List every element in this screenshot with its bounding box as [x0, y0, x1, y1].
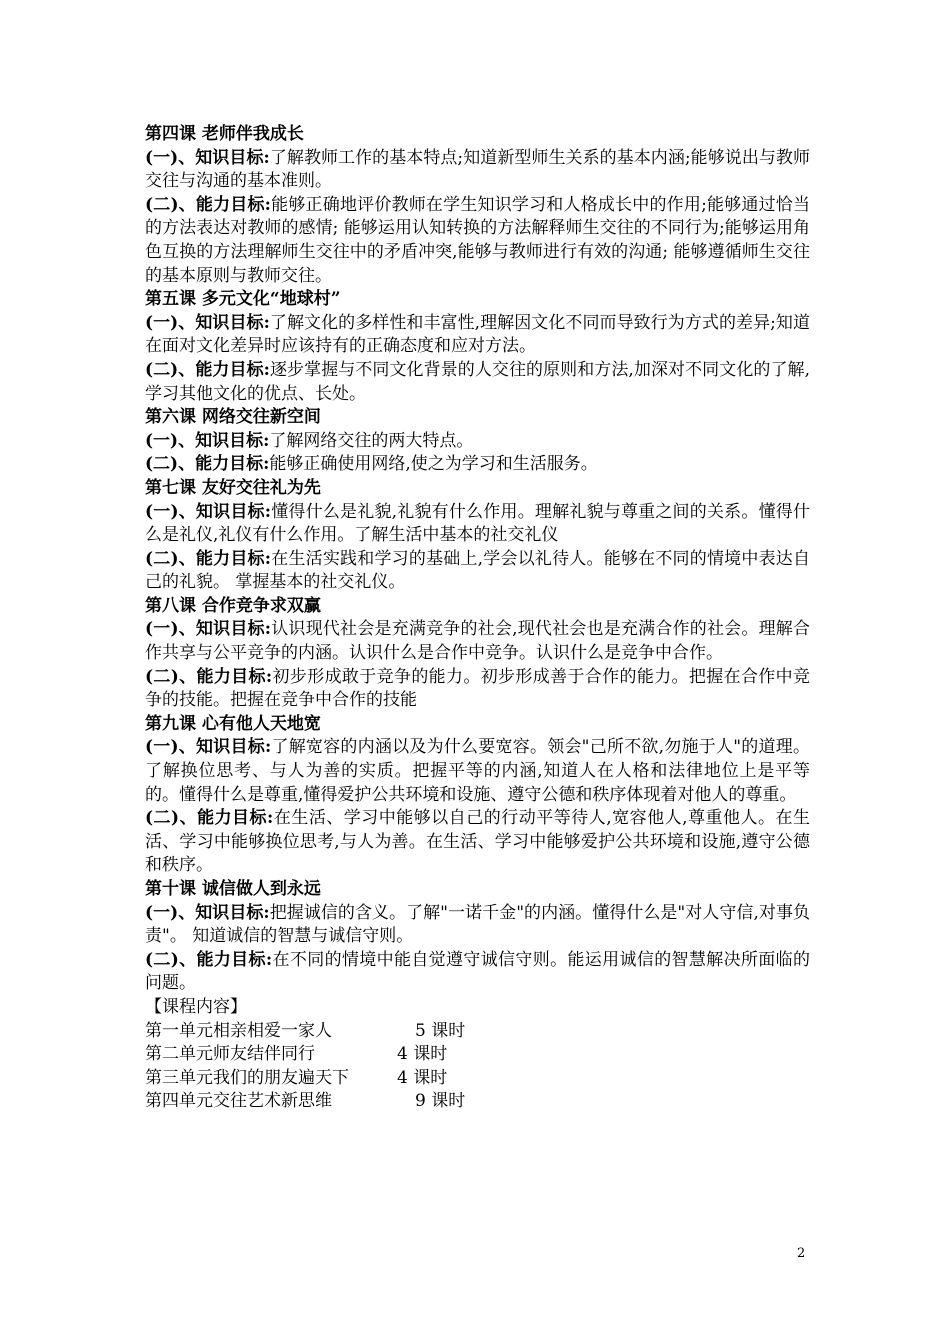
ability-text: 在生活实践和学习的基础上,学会以礼待人。能够在不同的情境中表达自己的礼貌。 掌握基本的社交礼仪。	[145, 548, 810, 593]
unit-name: 第一单元相亲相爱一家人	[145, 1020, 332, 1041]
knowledge-objective	[145, 618, 810, 665]
unit-hours: 5 课时	[415, 1020, 466, 1041]
ability-text: 逐步掌握与不同文化背景的人交往的原则和方法,加深对不同文化的了解,学习其他文化的优点、长处。	[145, 359, 810, 404]
unit-name: 第四单元交往艺术新思维	[145, 1091, 332, 1112]
knowledge-label: (一)、知识目标:	[145, 501, 272, 522]
lesson-title: 第七课 友好交往礼为先	[145, 477, 321, 498]
knowledge-text: 了解宽容的内涵以及为什么要宽容。领会"己所不欲,勿施于人"的道理。了解换位思考、与人为善的实质。把握平等的内涵,知道人在人格和法律地位上是平等的。懂得什么是尊重,懂得爱护公共环境和设施、遵守公德和秩序体现着对他人的尊重。	[145, 737, 810, 805]
lesson-title: 第四课 老师伴我成长	[145, 124, 304, 144]
unit-hours: 4 课时	[397, 1067, 448, 1088]
knowledge-objective	[145, 147, 810, 194]
ability-text: 能够正确使用网络,使之为学习和生活服务。	[269, 454, 598, 475]
ability-label: (二)、能力目标:	[145, 548, 272, 569]
unit-row	[145, 1020, 810, 1044]
ability-text: 能够正确地评价教师在学生知识学习和人格成长中的作用;能够通过恰当的方法表达对教师的感情; 能够运用认知转换的方法解释师生交往的不同行为;能够运用角色互换的方法理解师生交往中的矛盾冲突,能够与教师进行有效的沟通; 能够遵循师生交往的基本原则与教师交往。	[145, 194, 810, 286]
ability-objective	[145, 949, 810, 996]
ability-label: (二)、能力目标:	[145, 194, 271, 215]
knowledge-objective	[145, 736, 810, 807]
lesson-title: 第八课 合作竞争求双赢	[145, 595, 321, 616]
knowledge-label: (一)、知识目标:	[145, 619, 272, 640]
course-content-heading: 【课程内容】	[145, 996, 247, 1017]
ability-label: (二)、能力目标:	[145, 359, 270, 380]
unit-hours: 4 课时	[397, 1044, 448, 1065]
knowledge-text: 认识现代社会是充满竞争的社会,现代社会也是充满合作的社会。理解合作共享与公平竞争的内涵。认识什么是合作中竞争。认识什么是竞争中合作。	[145, 619, 810, 664]
ability-text: 在生活、学习中能够以自己的行动平等待人,宽容他人,尊重他人。在生活、学习中能够换位思考,与人为善。在生活、学习中能够爱护公共环境和设施,遵守公德和秩序。	[145, 808, 810, 876]
ability-label: (二)、能力目标:	[145, 666, 273, 687]
unit-name: 第三单元我们的朋友遍天下	[145, 1067, 349, 1088]
knowledge-objective	[145, 902, 810, 949]
ability-label: (二)、能力目标:	[145, 808, 274, 829]
unit-name: 第二单元师友结伴同行	[145, 1044, 315, 1065]
lesson-title: 第五课 多元文化“地球村”	[145, 289, 341, 310]
knowledge-text: 了解文化的多样性和丰富性,理解因文化不同而导致行为方式的差异;知道在面对文化差异时应该持有的正确态度和应对方法。	[145, 312, 810, 357]
lesson-title: 第六课 网络交往新空间	[145, 407, 321, 428]
knowledge-text: 把握诚信的含义。了解"一诺千金"的内涵。懂得什么是"对人守信,对事负责"。 知道诚信的智慧与诚信守则。	[145, 902, 810, 947]
knowledge-text: 了解教师工作的基本特点;知道新型师生关系的基本内涵;能够说出与教师交往与沟通的基本准则。	[145, 147, 810, 192]
knowledge-objective	[145, 430, 810, 454]
ability-objective	[145, 548, 810, 595]
ability-text: 初步形成敢于竞争的能力。初步形成善于合作的能力。把握在合作中竞争的技能。把握在竞争中合作的技能	[145, 666, 811, 711]
lesson-title: 第九课 心有他人天地宽	[145, 713, 321, 734]
unit-hours: 9 课时	[415, 1091, 466, 1112]
document-body	[145, 123, 810, 1114]
knowledge-text: 懂得什么是礼貌,礼貌有什么作用。理解礼貌与尊重之间的关系。懂得什么是礼仪,礼仪有什么作用。了解生活中基本的社交礼仪	[145, 501, 810, 546]
ability-objective	[145, 453, 810, 477]
knowledge-text: 了解网络交往的两大特点。	[269, 430, 474, 451]
knowledge-label: (一)、知识目标:	[145, 430, 270, 451]
knowledge-label: (一)、知识目标:	[145, 902, 270, 923]
ability-objective	[145, 807, 810, 878]
ability-text: 在不同的情境中能自觉遵守诚信守则。能运用诚信的智慧解决所面临的问题。	[145, 949, 811, 994]
ability-objective	[145, 359, 810, 406]
ability-label: (二)、能力目标:	[145, 454, 270, 475]
knowledge-objective	[145, 501, 810, 548]
ability-objective	[145, 666, 810, 713]
knowledge-objective	[145, 312, 810, 359]
unit-row	[145, 1043, 810, 1067]
ability-label: (二)、能力目标:	[145, 949, 273, 970]
knowledge-label: (一)、知识目标:	[145, 147, 270, 168]
unit-row	[145, 1067, 810, 1091]
unit-row	[145, 1090, 810, 1114]
knowledge-label: (一)、知识目标:	[145, 312, 270, 333]
lesson-title: 第十课 诚信做人到永远	[145, 879, 321, 899]
page-number: 2	[797, 1246, 806, 1261]
knowledge-label: (一)、知识目标:	[145, 737, 272, 758]
ability-objective	[145, 194, 810, 288]
